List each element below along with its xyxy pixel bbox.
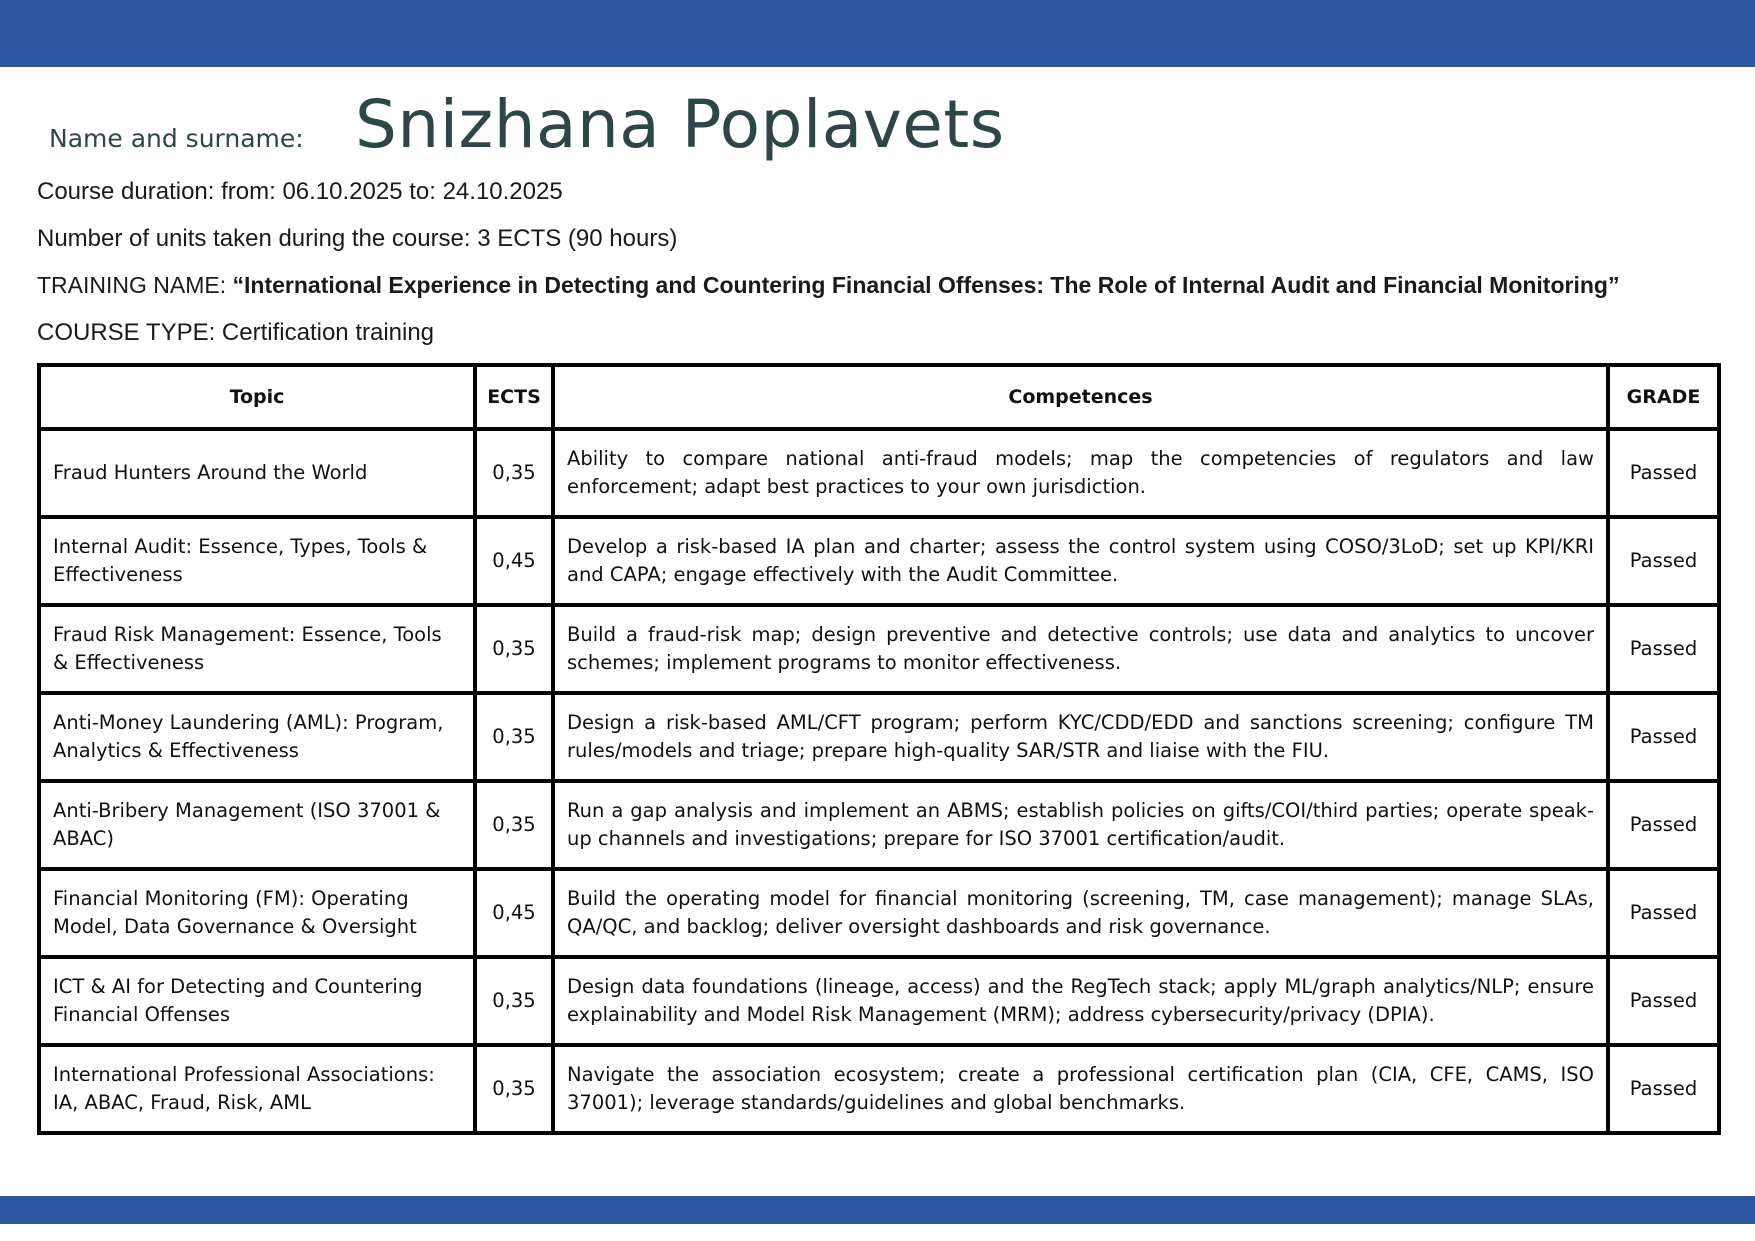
- cell-ects: 0,35: [475, 957, 553, 1045]
- bottom-color-band: [0, 1196, 1755, 1224]
- name-row: [49, 80, 1699, 172]
- cell-topic: Internal Audit: Essence, Types, Tools & Effectiveness: [39, 517, 475, 605]
- training-name-prefix: TRAINING NAME:: [37, 272, 233, 298]
- table-row: [39, 781, 1719, 869]
- cell-topic: Financial Monitoring (FM): Operating Model, Data Governance & Oversight: [39, 869, 475, 957]
- cell-topic: Anti-Bribery Management (ISO 37001 & ABAC): [39, 781, 475, 869]
- cell-topic: International Professional Associations: IA, ABAC, Fraud, Risk, AML: [39, 1045, 475, 1133]
- table-row: [39, 429, 1719, 517]
- table-row: [39, 517, 1719, 605]
- header-ects: ECTS: [475, 365, 553, 429]
- cell-competences: Run a gap analysis and implement an ABMS; establish policies on gifts/COI/third parties; operate speak-up channels and investigations; prepare for ISO 37001 certification/audit.: [553, 781, 1608, 869]
- training-title: “International Experience in Detecting and Countering Financial Offenses: The Role of Internal Audit and Financial Monitoring”: [232, 272, 1620, 298]
- table-row: [39, 957, 1719, 1045]
- cell-ects: 0,35: [475, 605, 553, 693]
- units-taken: Number of units taken during the course: 3 ECTS (90 hours): [37, 225, 678, 252]
- cell-ects: 0,45: [475, 517, 553, 605]
- participant-name: Snizhana Poplavets: [355, 86, 1005, 163]
- cell-grade: Passed: [1608, 605, 1719, 693]
- cell-ects: 0,35: [475, 693, 553, 781]
- training-name: [37, 272, 1619, 299]
- cell-grade: Passed: [1608, 781, 1719, 869]
- cell-grade: Passed: [1608, 517, 1719, 605]
- cell-grade: Passed: [1608, 1045, 1719, 1133]
- cell-competences: Design data foundations (lineage, access) and the RegTech stack; apply ML/graph analytics/NLP; ensure explainability and Model Risk Management (MRM); address cybersecurity/privacy (DPIA).: [553, 957, 1608, 1045]
- table-row: [39, 1045, 1719, 1133]
- cell-ects: 0,35: [475, 1045, 553, 1133]
- table-row: [39, 693, 1719, 781]
- cell-topic: ICT & AI for Detecting and Countering Financial Offenses: [39, 957, 475, 1045]
- cell-competences: Navigate the association ecosystem; create a professional certification plan (CIA, CFE, CAMS, ISO 37001); leverage standards/guidelines and global benchmarks.: [553, 1045, 1608, 1133]
- cell-grade: Passed: [1608, 429, 1719, 517]
- cell-competences: Develop a risk-based IA plan and charter; assess the control system using COSO/3LoD; set up KPI/KRI and CAPA; engage effectively with the Audit Committee.: [553, 517, 1608, 605]
- name-label: Name and surname:: [49, 124, 304, 153]
- cell-topic: Anti-Money Laundering (AML): Program, Analytics & Effectiveness: [39, 693, 475, 781]
- header-topic: Topic: [39, 365, 475, 429]
- course-type: COURSE TYPE: Certification training: [37, 319, 435, 346]
- table-row: [39, 605, 1719, 693]
- cell-ects: 0,45: [475, 869, 553, 957]
- cell-competences: Build the operating model for financial monitoring (screening, TM, case management); manage SLAs, QA/QC, and backlog; deliver oversight dashboards and risk governance.: [553, 869, 1608, 957]
- cell-ects: 0,35: [475, 429, 553, 517]
- table-header-row: [39, 365, 1719, 429]
- cell-ects: 0,35: [475, 781, 553, 869]
- cell-topic: Fraud Risk Management: Essence, Tools & Effectiveness: [39, 605, 475, 693]
- cell-topic: Fraud Hunters Around the World: [39, 429, 475, 517]
- header-competences: Competences: [553, 365, 1608, 429]
- top-color-band: [0, 0, 1755, 67]
- cell-competences: Ability to compare national anti-fraud models; map the competencies of regulators and law enforcement; adapt best practices to your own jurisdiction.: [553, 429, 1608, 517]
- cell-competences: Design a risk-based AML/CFT program; perform KYC/CDD/EDD and sanctions screening; configure TM rules/models and triage; prepare high-quality SAR/STR and liaise with the FIU.: [553, 693, 1608, 781]
- cell-grade: Passed: [1608, 957, 1719, 1045]
- cell-grade: Passed: [1608, 869, 1719, 957]
- course-duration: Course duration: from: 06.10.2025 to: 24.10.2025: [37, 178, 563, 205]
- competences-table: [37, 363, 1721, 1135]
- table-row: [39, 869, 1719, 957]
- cell-competences: Build a fraud-risk map; design preventive and detective controls; use data and analytics to uncover schemes; implement programs to monitor effectiveness.: [553, 605, 1608, 693]
- cell-grade: Passed: [1608, 693, 1719, 781]
- header-grade: GRADE: [1608, 365, 1719, 429]
